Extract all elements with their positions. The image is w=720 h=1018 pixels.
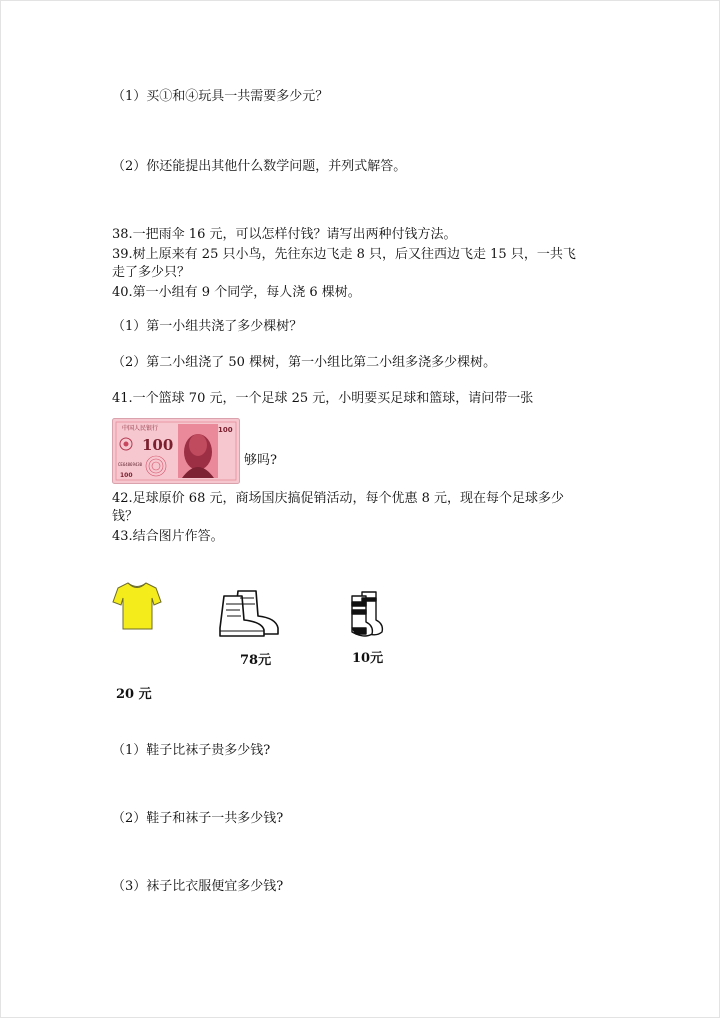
- banknote-100-yuan-image: [112, 418, 240, 484]
- q39-line2: 走了多少只？: [112, 265, 191, 280]
- socks-image: [346, 590, 386, 638]
- q39-line1: 39.树上原来有 25 只小鸟，先往东边飞走 8 只，后又往西边飞走 15 只，一共飞: [112, 247, 576, 262]
- q40-stem: 40.第一小组有 9 个同学，每人浇 6 棵树。: [112, 285, 361, 300]
- banknote-value: 100: [142, 436, 174, 454]
- q38-text: 38.一把雨伞 16 元，可以怎样付钱？请写出两种付钱方法。: [112, 227, 457, 242]
- q42-line2: 钱？: [112, 509, 139, 524]
- banknote-header: 中国人民银行: [122, 425, 159, 432]
- shirt-price: 20 元: [116, 687, 152, 702]
- q37-sub2: （2）你还能提出其他什么数学问题，并列式解答。: [112, 159, 407, 174]
- q41-tail: 够吗?: [244, 453, 277, 468]
- q43-sub1: （1）鞋子比袜子贵多少钱?: [112, 743, 271, 758]
- q42-line1: 42.足球原价 68 元，商场国庆搞促销活动，每个优惠 8 元，现在每个足球多少: [112, 491, 565, 506]
- q41-stem: 41.一个篮球 70 元，一个足球 25 元，小明要买足球和篮球，请问带一张: [112, 391, 534, 406]
- banknote-bottom-value: 100: [120, 472, 133, 479]
- q43-sub3: （3）袜子比衣服便宜多少钱?: [112, 879, 284, 894]
- banknote-serial: CE64869430: [118, 462, 143, 467]
- q40-sub1: （1）第一小组共浇了多少棵树？: [112, 319, 303, 334]
- boots-image: [218, 588, 280, 638]
- q37-sub1: （1）买①和④玩具一共需要多少元？: [112, 89, 329, 104]
- q43-sub2: （2）鞋子和袜子一共多少钱?: [112, 811, 284, 826]
- q40-sub2: （2）第二小组浇了 50 棵树，第一小组比第二小组多浇多少棵树。: [112, 355, 497, 370]
- banknote-corner-value: 100: [218, 426, 233, 434]
- socks-price: 10元: [352, 651, 384, 666]
- q43-stem: 43.结合图片作答。: [112, 529, 224, 544]
- tshirt-image: [112, 580, 162, 632]
- shoes-price: 78元: [240, 653, 272, 668]
